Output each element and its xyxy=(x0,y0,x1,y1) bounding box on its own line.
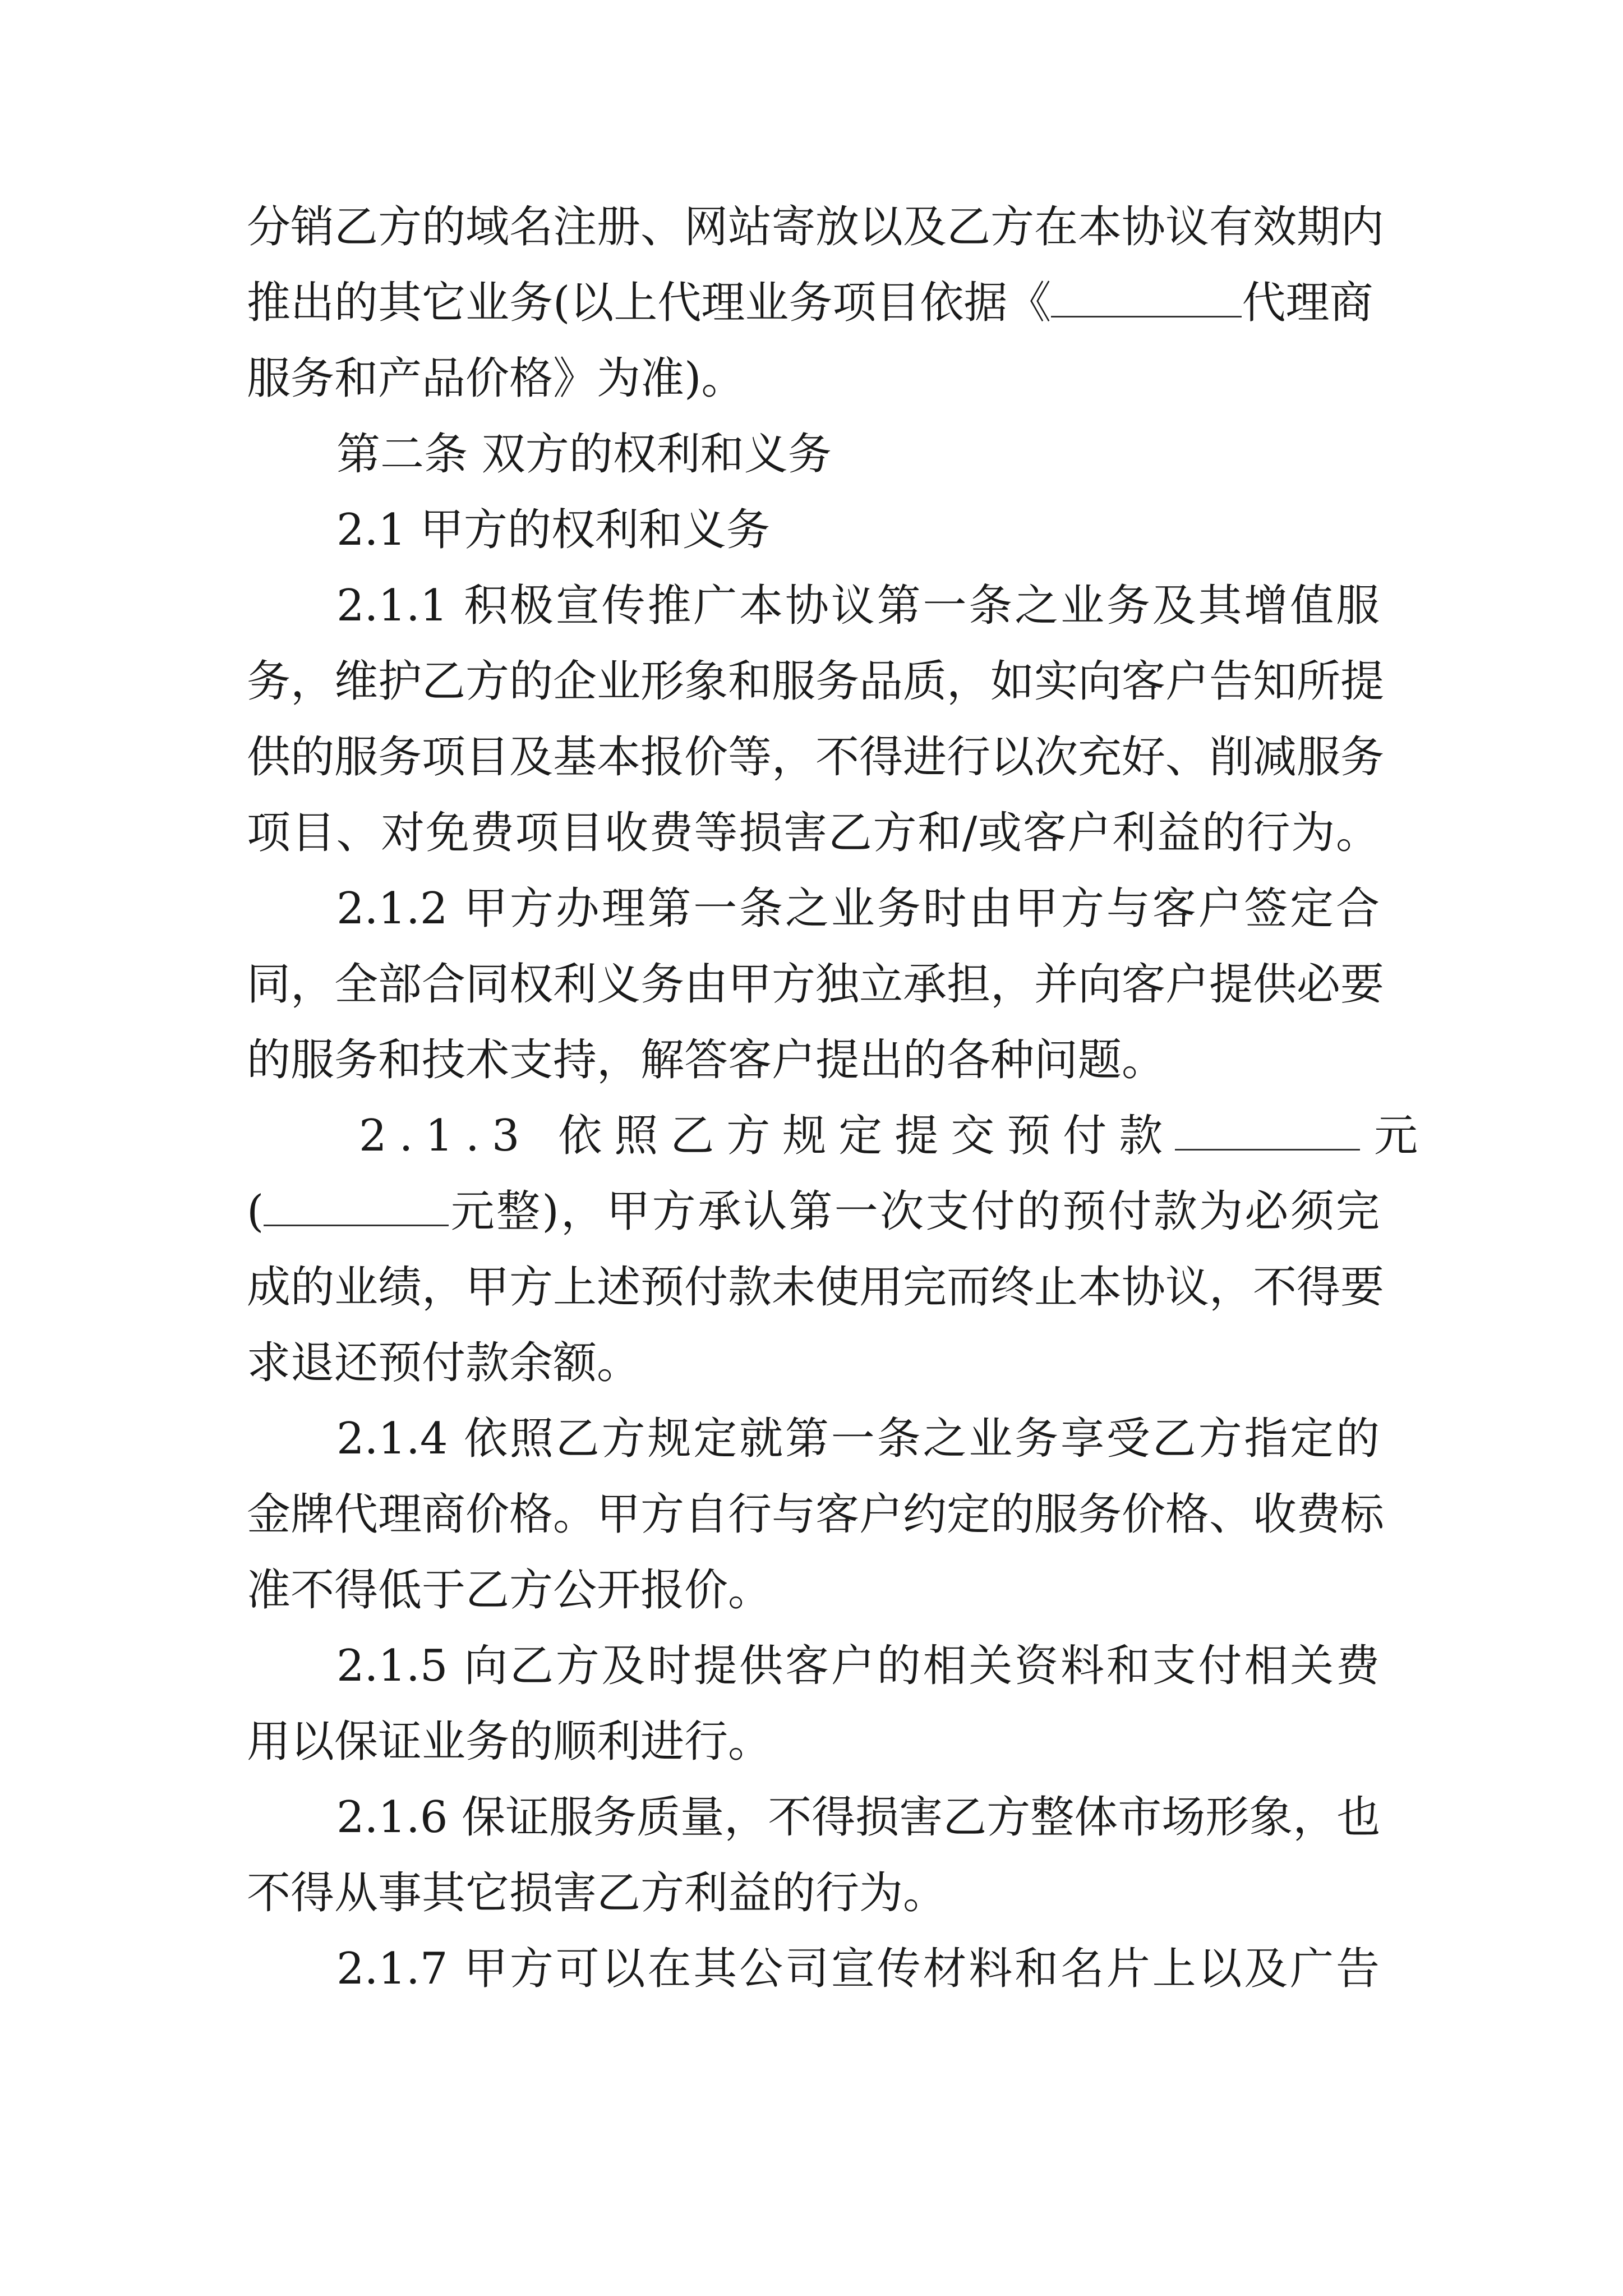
paragraph-line: 成的业绩，甲方上述预付款未使用完而终止本协议，不得要 xyxy=(247,1262,1385,1313)
paragraph-line: 金牌代理商价格。甲方自行与客户约定的服务价格、收费标 xyxy=(247,1489,1385,1540)
paragraph-line: 项目、对免费项目收费等损害乙方和/或客户利益的行为。 xyxy=(247,808,1380,858)
fill-in-blank[interactable] xyxy=(1051,277,1242,318)
fill-in-blank[interactable] xyxy=(1175,1110,1360,1151)
paragraph-line: 用以保证业务的顺利进行。 xyxy=(247,1717,772,1767)
section-heading: 第二条 双方的权利和义务 xyxy=(336,429,832,480)
paragraph-line: 2.1.6 保证服务质量，不得损害乙方整体市场形象，也 xyxy=(336,1792,1381,1843)
paragraph-line: 求退还预付款余额。 xyxy=(247,1338,641,1388)
paragraph-line: 2.1.1 积极宣传推广本协议第一条之业务及其增值服 xyxy=(336,581,1380,631)
paragraph-line: 不得从事其它损害乙方利益的行为。 xyxy=(247,1868,947,1918)
paragraph-line: 供的服务项目及基本报价等，不得进行以次充好、削减服务 xyxy=(247,732,1385,783)
paragraph-line: 2.1.2 甲方办理第一条之业务时由甲方与客户签定合 xyxy=(336,884,1380,934)
paragraph-line: 准不得低于乙方公开报价。 xyxy=(247,1565,772,1616)
fill-in-blank[interactable] xyxy=(264,1185,449,1226)
paragraph-line: 分销乙方的域名注册、网站寄放以及乙方在本协议有效期内 xyxy=(247,202,1385,252)
paragraph-line: 2.1.3 依照乙方规定提交预付款 元 xyxy=(359,1111,1418,1161)
paragraph-line: 推出的其它业务(以上代理业务项目依据《 代理商 xyxy=(247,278,1373,328)
paragraph-line: ( 元整)，甲方承认第一次支付的预付款为必须完 xyxy=(247,1186,1380,1237)
subsection-heading: 2.1 甲方的权利和义务 xyxy=(336,505,770,555)
paragraph-line: 同，全部合同权利义务由甲方独立承担，并向客户提供必要 xyxy=(247,959,1385,1010)
paragraph-line: 务，维护乙方的企业形象和服务品质，如实向客户告知所提 xyxy=(247,656,1385,707)
paragraph-line: 的服务和技术支持，解答客户提出的各种问题。 xyxy=(247,1035,1166,1085)
paragraph-line: 2.1.7 甲方可以在其公司宣传材料和名片上以及广告 xyxy=(336,1944,1380,1994)
paragraph-line: 2.1.5 向乙方及时提供客户的相关资料和支付相关费 xyxy=(336,1641,1380,1691)
paragraph-line: 服务和产品价格》为准)。 xyxy=(247,353,745,404)
paragraph-line: 2.1.4 依照乙方规定就第一条之业务享受乙方指定的 xyxy=(336,1414,1380,1464)
